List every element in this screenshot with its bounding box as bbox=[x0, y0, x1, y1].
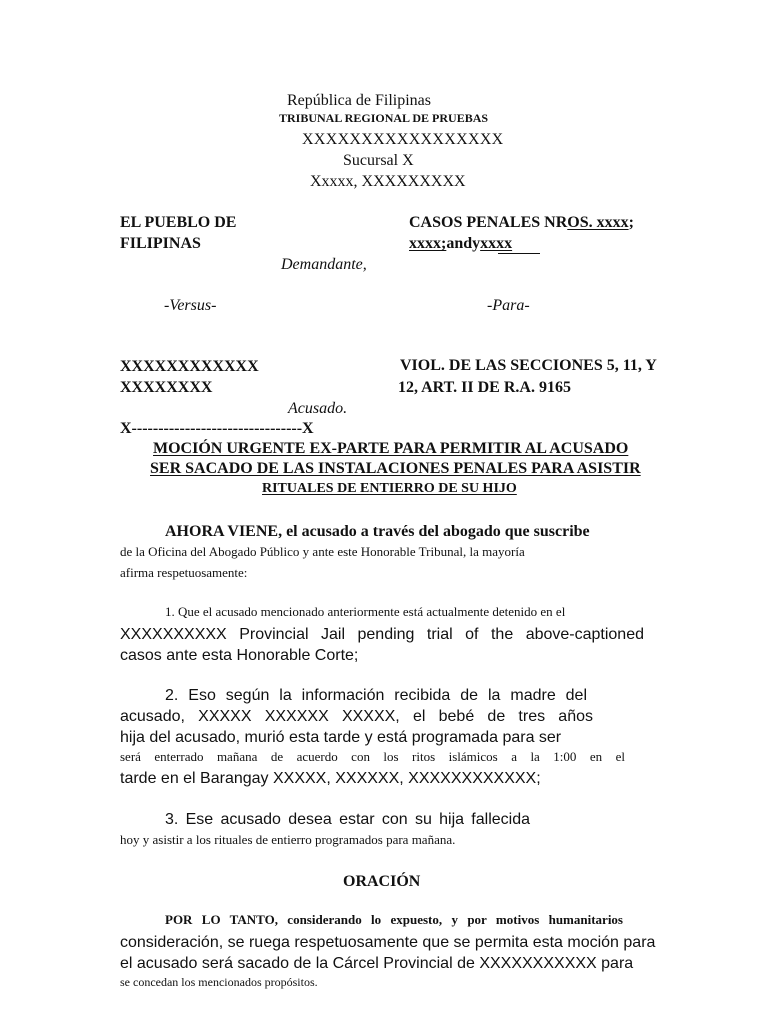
motion-title-line2: SER SACADO DE LAS INSTALACIONES PENALES PARA ASISTIR bbox=[150, 460, 641, 477]
item2-line2: acusado, XXXXX XXXXXX XXXXX, el bebé de tres años bbox=[120, 708, 593, 725]
item2-line1: 2. Eso según la información recibida de la madre del bbox=[165, 687, 587, 704]
item2-line4: será enterrado mañana de acuerdo con los ritos islámicos a la 1:00 en el bbox=[120, 749, 625, 764]
motion-title-line1: MOCIÓN URGENTE EX-PARTE PARA PERMITIR AL ACUSADO bbox=[153, 440, 629, 457]
item2-line3: hija del acusado, murió esta tarde y está programada para ser bbox=[120, 729, 562, 746]
case-numbers-line2 bbox=[409, 236, 512, 252]
header-location: Xxxxx, XXXXXXXXX bbox=[310, 173, 466, 190]
violation-line1: VIOL. DE LAS SECCIONES 5, 11, Y bbox=[400, 357, 657, 374]
item1-line1: 1. Que el acusado mencionado anteriormente está actualmente detenido en el bbox=[165, 604, 566, 619]
prayer-line3: el acusado será sacado de la Cárcel Provincial de XXXXXXXXXXX para bbox=[120, 955, 634, 972]
prayer-line2: consideración, se ruega respetuosamente que se permita esta moción para bbox=[120, 934, 656, 951]
header-branch: Sucursal X bbox=[343, 152, 414, 169]
accused-line2: XXXXXXXX bbox=[120, 379, 213, 396]
case-numbers-sep: ; bbox=[628, 214, 634, 231]
case-numbers-line1 bbox=[409, 215, 634, 231]
intro-line3: afirma respetuosamente: bbox=[120, 565, 248, 580]
plaintiff-role: Demandante, bbox=[281, 256, 367, 273]
header-republic: República de Filipinas bbox=[287, 92, 431, 109]
header-court-name: XXXXXXXXXXXXXXXXX bbox=[302, 131, 504, 148]
case-numbers-first: OS. xxxx bbox=[567, 214, 629, 231]
item3-line1: 3. Ese acusado desea estar con su hija fallecida bbox=[165, 811, 530, 828]
plaintiff-line1: EL PUEBLO DE bbox=[120, 214, 237, 231]
intro-line2: de la Oficina del Abogado Público y ante este Honorable Tribunal, la mayoría bbox=[120, 544, 525, 559]
item3-line2: hoy y asistir a los rituales de entierro programados para mañana. bbox=[120, 832, 456, 847]
prayer-line1: POR LO TANTO, considerando lo expuesto, y por motivos humanitarios bbox=[165, 912, 623, 927]
case-numbers-prefix: CASOS PENALES NR bbox=[409, 214, 568, 231]
accused-line1: XXXXXXXXXXXX bbox=[120, 358, 259, 375]
case-number-third: xxxx bbox=[480, 235, 513, 252]
item2-line5: tarde en el Barangay XXXXX, XXXXXX, XXXXXXXXXXXX; bbox=[120, 770, 541, 787]
prayer-line4: se concedan los mencionados propósitos. bbox=[120, 975, 318, 989]
plaintiff-line2: FILIPINAS bbox=[120, 235, 201, 252]
case-number-second: xxxx; bbox=[409, 235, 447, 252]
case-number-conj: andy bbox=[446, 235, 481, 252]
case-number-underline bbox=[498, 253, 540, 254]
violation-line2: 12, ART. II DE R.A. 9165 bbox=[398, 379, 571, 396]
accused-role: Acusado. bbox=[288, 400, 348, 417]
intro-rest: el acusado a través del abogado que suscribe bbox=[286, 523, 590, 540]
versus-label: -Versus- bbox=[164, 297, 217, 314]
intro-bold: AHORA VIENE, bbox=[165, 523, 283, 540]
motion-title-line3: RITUALES DE ENTIERRO DE SU HIJO bbox=[262, 481, 517, 496]
item1-line3: casos ante esta Honorable Corte; bbox=[120, 647, 359, 664]
para-label: -Para- bbox=[487, 297, 530, 314]
header-court: TRIBUNAL REGIONAL DE PRUEBAS bbox=[279, 111, 489, 125]
item1-line2: XXXXXXXXXX Provincial Jail pending trial of the above-captioned bbox=[120, 626, 644, 643]
caption-separator: X--------------------------------X bbox=[120, 420, 314, 437]
intro-line1 bbox=[165, 524, 590, 540]
prayer-heading: ORACIÓN bbox=[343, 873, 421, 890]
